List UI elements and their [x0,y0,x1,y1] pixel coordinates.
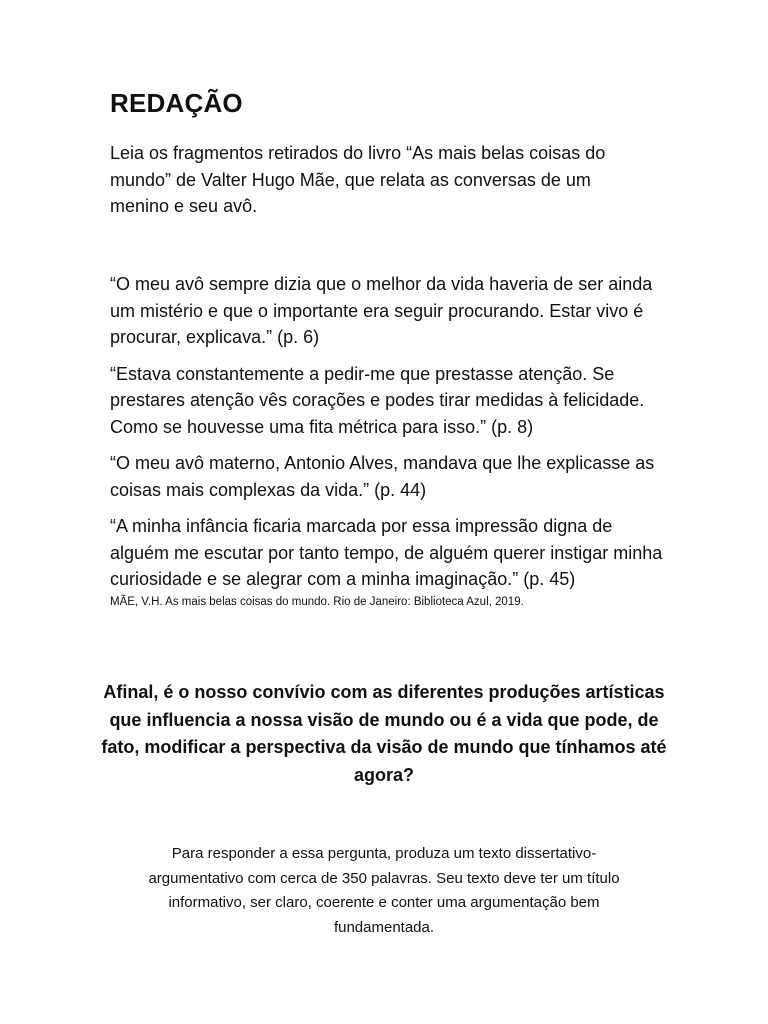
intro-paragraph: Leia os fragmentos retirados do livro “As mais belas coisas do mundo” de Valter Hugo Mãe, que relata as conversas de um menino e seu avô. [110,143,606,216]
quote-paragraph: “A minha infância ficaria marcada por essa impressão digna de alguém me escutar por tanto tempo, de alguém querer instigar minha curiosidade e se alegrar com a minha imaginação.” (p. 45) [110,516,663,589]
essay-question: Afinal, é o nosso convívio com as diferentes produções artísticas que influencia a nossa visão de mundo ou é a vida que pode, de fato, modificar a perspectiva da visão de mundo que tínhamos até agora? [101,682,667,785]
bibliographic-citation: MÃE, V.H. As mais belas coisas do mundo. Rio de Janeiro: Biblioteca Azul, 2019. [110,595,524,608]
quote-paragraph: “O meu avô sempre dizia que o melhor da vida haveria de ser ainda um mistério e que o importante era seguir procurando. Estar vivo é procurar, explicava.” (p. 6) [110,274,653,347]
page-title: REDAÇÃO [110,88,243,118]
quote-paragraph: “Estava constantemente a pedir-me que prestasse atenção. Se prestares atenção vês corações e podes tirar medidas à felicidade. Como se houvesse uma fita métrica para isso.” (p. 8) [110,363,645,437]
quote-paragraph: “O meu avô materno, Antonio Alves, mandava que lhe explicasse as coisas mais complexas da vida.” (p. 44) [110,453,655,500]
quotes-section [110,271,670,610]
essay-instructions: Para responder a essa pergunta, produza um texto dissertativo-argumentativo com cerca de 350 palavras. Seu texto deve ter um título informativo, ser claro, coerente e conter uma argumentação bem fundamentada. [148,845,620,936]
